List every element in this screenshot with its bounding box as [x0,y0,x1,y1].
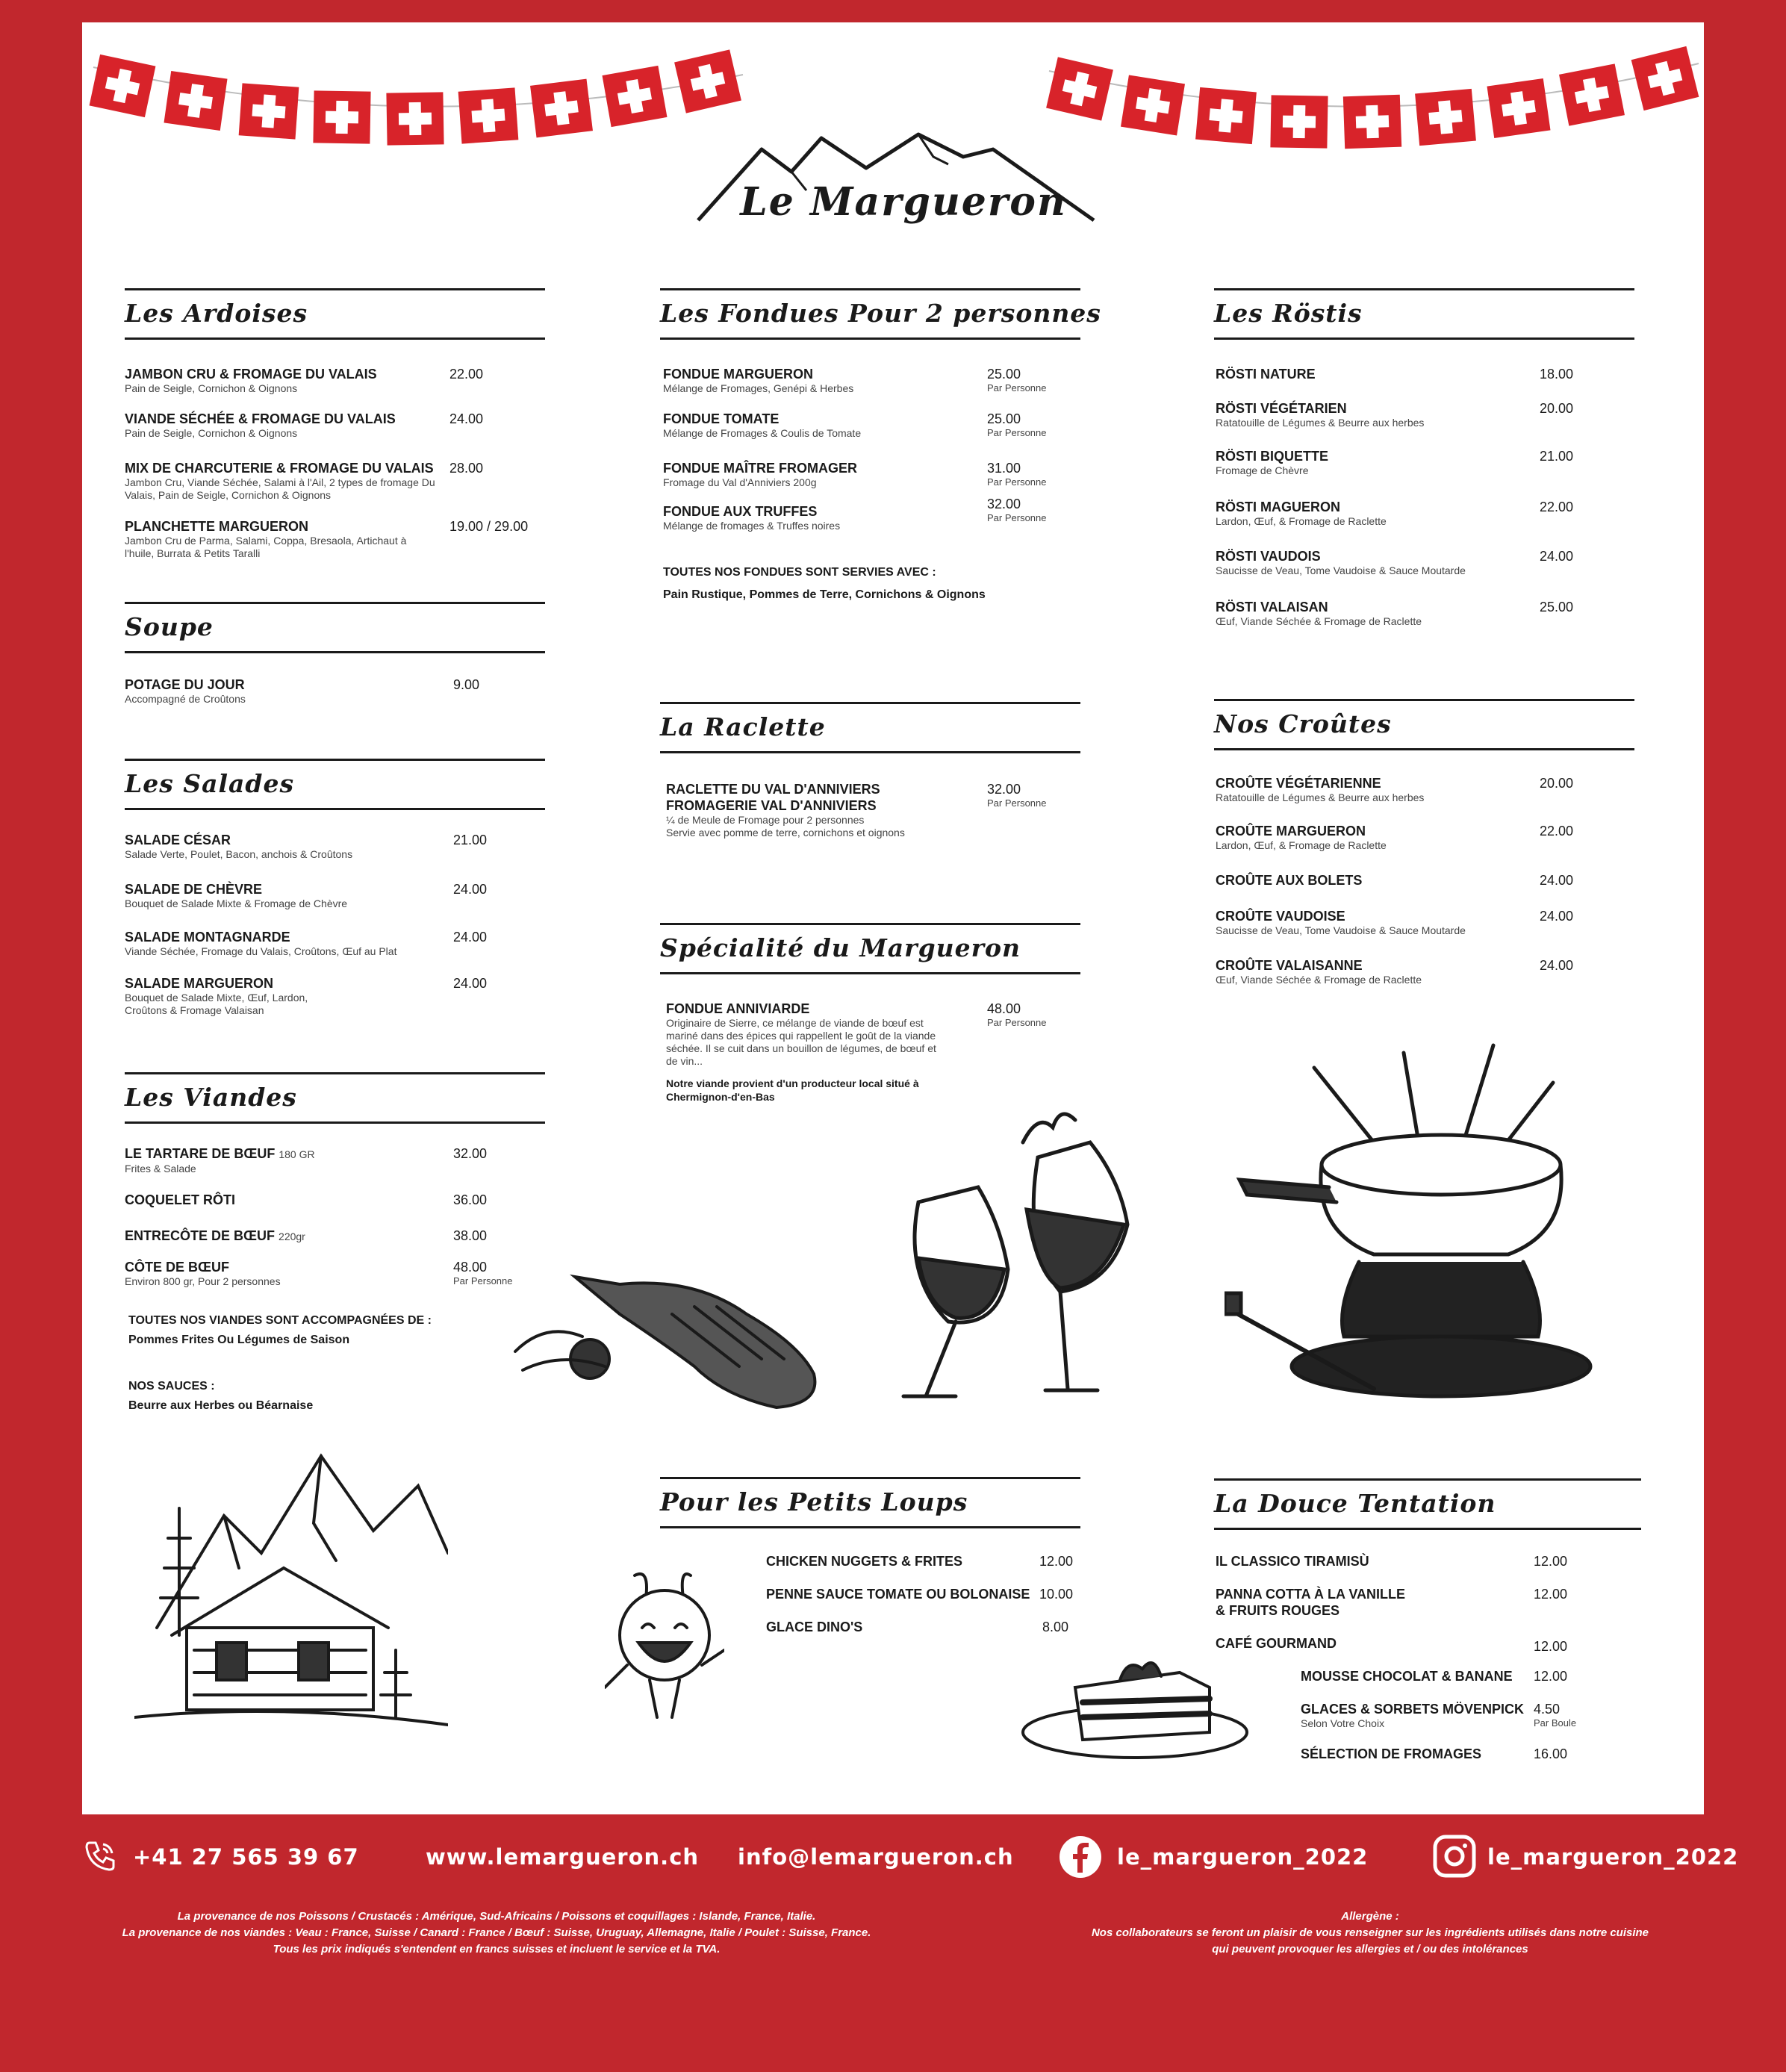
item-unit: Par Personne [987,512,1047,523]
item-price: 48.00 [987,1001,1021,1016]
item-name-2: & FRUITS ROUGES [1216,1603,1340,1618]
viandes-note [128,1313,547,1348]
item-name: GLACE DINO'S [766,1620,863,1634]
item-name: SALADE DE CHÈVRE [125,882,263,897]
section-title: Les Fondues Pour 2 personnes [660,299,1101,328]
sauces-note [128,1378,547,1414]
item-desc-2: Servie avec pomme de terre, cornichons et oignons [666,827,905,839]
item-desc: Bouquet de Salade Mixte & Fromage de Chèvre [125,897,348,909]
item-price: 24.00 [1540,549,1574,564]
menu-item [1216,448,1634,477]
fondues-note [663,564,1081,603]
item-price: 12.00 [1039,1554,1074,1569]
menu-item [125,881,545,910]
item-desc: Œuf, Viande Séchée & Fromage de Raclette [1216,974,1422,986]
item-name: FONDUE AUX TRUFFES [663,504,818,519]
item-name: COQUELET RÔTI [125,1192,235,1207]
provenance-line: La provenance de nos Poissons / Crustacés : Amérique, Sud-Africains / Poissons et coquillages : Islande, France, Italie. [177,1910,816,1923]
item-price: 8.00 [1042,1620,1069,1634]
website-link[interactable]: www.lemargueron.ch [426,1844,700,1870]
item-price: 25.00 [1540,600,1574,615]
item-name: SÉLECTION DE FROMAGES [1301,1746,1482,1761]
item-name: CAFÉ GOURMAND [1216,1636,1337,1651]
menu-item [663,497,1081,532]
section-title: Pour les Petits Loups [660,1487,968,1516]
swiss-flag-icon [313,90,370,143]
menu-item [663,366,1081,395]
item-price: 38.00 [453,1228,488,1243]
item-price: 25.00 [987,367,1021,382]
swiss-flag-icon [1415,89,1476,146]
item-price: 22.00 [1540,500,1574,514]
menu-item [125,518,545,560]
item-price: 28.00 [449,461,484,476]
item-desc: Jambon Cru de Parma, Salami, Coppa, Bresaola, Artichaut à l'huile, Burrata & Petits Taralli [125,535,407,559]
allergen-title: Allergène : [1341,1910,1399,1923]
item-desc: Œuf, Viande Séchée & Fromage de Raclette [1216,615,1422,627]
swiss-flag-icon [164,71,227,131]
chalet-illustration [134,1441,448,1732]
menu-item [1216,548,1634,577]
note-title: TOUTES NOS VIANDES SONT ACCOMPAGNÉES DE : [128,1314,432,1327]
item-price: 12.00 [1534,1639,1568,1654]
item-name: VIANDE SÉCHÉE & FROMAGE DU VALAIS [125,411,396,426]
item-desc: Lardon, Œuf, & Fromage de Raclette [1216,839,1387,851]
menu-item [663,411,1081,440]
item-name: PLANCHETTE MARGUERON [125,519,308,534]
item-name: CÔTE DE BŒUF [125,1260,230,1275]
provenance-notice [82,1908,911,1958]
logo-text: Le Margueron [740,179,1067,225]
swiss-flag-icon [386,92,444,145]
item-extra: 220gr [279,1231,305,1242]
menu-item [125,929,545,958]
item-unit: Par Personne [453,1275,513,1287]
item-name: PANNA COTTA À LA VANILLE [1216,1587,1405,1602]
item-name: POTAGE DU JOUR [125,677,245,692]
section-title: Les Viandes [125,1083,297,1112]
menu-item [1216,499,1634,528]
item-price: 22.00 [1540,824,1574,839]
swiss-flag-icon [458,87,519,143]
item-desc: Environ 800 gr, Pour 2 personnes [125,1275,281,1287]
item-desc: Fromage de Chèvre [1216,464,1309,476]
item-desc: Ratatouille de Légumes & Beurre aux herbes [1216,417,1425,429]
item-desc: Selon Votre Choix [1301,1717,1385,1729]
menu-item [766,1586,1080,1602]
swiss-flag-icon [239,83,299,139]
menu-item [1301,1746,1637,1762]
allergen-line: Nos collaborateurs se feront un plaisir de vous renseigner sur les ingrédients utilisés dans notre cuisine [1091,1926,1649,1939]
section-title: Nos Croûtes [1214,709,1392,738]
item-price: 9.00 [453,677,480,692]
item-name: FONDUE MARGUERON [663,367,813,382]
section-title: Les Röstis [1214,299,1363,328]
menu-item [125,1192,545,1208]
item-desc: Mélange de fromages & Truffes noires [663,520,841,532]
item-name: FONDUE MAÎTRE FROMAGER [663,461,857,476]
item-price: 16.00 [1534,1746,1568,1761]
menu-item [1216,1553,1634,1569]
restaurant-logo [694,127,1098,239]
facebook-handle[interactable]: le_margueron_2022 [1117,1844,1369,1870]
item-desc: Pain de Seigle, Cornichon & Oignons [125,382,298,394]
phone-number[interactable]: +41 27 565 39 67 [133,1844,359,1870]
menu-item [1216,400,1634,429]
swiss-flag-icon [530,79,593,138]
item-unit: Par Personne [987,797,1047,809]
swiss-flag-icon [1270,95,1328,148]
item-name-text: ENTRECÔTE DE BŒUF [125,1228,276,1243]
menu-item [666,1001,1084,1068]
specialite-note: Notre viande provient d'un producteur local situé à Chermignon-d'en-Bas [666,1077,919,1103]
note-text: Pain Rustique, Pommes de Terre, Cornichons & Oignons [663,588,986,601]
item-desc: Mélange de Fromages, Genépi & Herbes [663,382,854,394]
item-price: 10.00 [1039,1587,1074,1602]
item-unit: Par Boule [1534,1717,1577,1729]
menu-item [125,1228,545,1245]
allergen-notice [1038,1908,1702,1958]
item-desc: Frites & Salade [125,1163,196,1175]
border-top [0,0,1786,22]
item-extra: 180 GR [279,1148,315,1160]
section-title: La Raclette [660,712,826,741]
menu-item [125,1259,545,1288]
menu-item [125,366,545,395]
menu-item [125,676,545,706]
menu-item [125,975,545,1017]
item-name: RÖSTI VAUDOIS [1216,549,1321,564]
item-desc: Fromage du Val d'Anniviers 200g [663,476,817,488]
item-price: 18.00 [1540,367,1574,382]
menu-item [125,1145,545,1175]
item-desc: Pain de Seigle, Cornichon & Oignons [125,427,298,439]
item-desc: ¼ de Meule de Fromage pour 2 personnes [666,814,865,826]
note-title: TOUTES NOS FONDUES SONT SERVIES AVEC : [663,566,936,579]
menu-item [1301,1668,1637,1684]
item-name: RÖSTI VALAISAN [1216,600,1328,615]
menu-item [1216,599,1634,628]
item-name: SALADE CÉSAR [125,833,231,847]
item-price: 21.00 [1540,449,1574,464]
item-price: 48.00 [453,1260,488,1275]
item-price: 4.50 [1534,1702,1561,1717]
wine-glasses-illustration [874,1098,1142,1411]
swiss-flag-icon [1487,78,1550,138]
menu-item [1301,1701,1637,1730]
swiss-flag-icon [602,66,667,127]
item-desc: Ratatouille de Légumes & Beurre aux herbes [1216,791,1425,803]
menu-item [1216,1586,1634,1619]
section-title: Les Ardoises [125,299,308,328]
item-price: 12.00 [1534,1587,1568,1602]
item-price: 25.00 [987,411,1021,426]
item-price: 24.00 [449,411,484,426]
item-name: SALADE MONTAGNARDE [125,930,290,945]
item-price: 24.00 [1540,958,1574,973]
item-desc: Saucisse de Veau, Tome Vaudoise & Sauce Moutarde [1216,924,1466,936]
item-unit: Par Personne [987,382,1047,393]
item-name: CROÛTE VAUDOISE [1216,909,1345,924]
item-unit: Par Personne [987,476,1047,488]
swiss-flag-icon [1121,75,1185,135]
menu-item [663,460,1081,489]
item-name: IL CLASSICO TIRAMISÙ [1216,1554,1369,1569]
item-price: 24.00 [453,882,488,897]
item-name: RÖSTI BIQUETTE [1216,449,1329,464]
menu-item [1216,872,1634,889]
menu-item [125,832,545,861]
item-price: 24.00 [1540,873,1574,888]
item-desc: Jambon Cru, Viande Séchée, Salami à l'Ail, 2 types de fromage Du Valais, Pain de Seigle, Cornichon & Oignons [125,476,435,501]
item-name-text: LE TARTARE DE BŒUF [125,1146,276,1161]
email-link[interactable]: info@lemargueron.ch [738,1844,1014,1870]
border-right [1704,0,1786,2072]
item-name: PENNE SAUCE TOMATE OU BOLONAISE [766,1587,1030,1602]
fondue-pot-illustration [1225,1038,1598,1426]
kid-mascot-illustration [605,1568,724,1732]
item-price: 32.00 [453,1146,488,1161]
item-desc: Mélange de Fromages & Coulis de Tomate [663,427,862,439]
item-desc: Lardon, Œuf, & Fromage de Raclette [1216,515,1387,527]
item-unit: Par Personne [987,1017,1047,1028]
item-name: RÖSTI MAGUERON [1216,500,1341,514]
item-desc: Viande Séchée, Fromage du Valais, Croûtons, Œuf au Plat [125,945,397,957]
provenance-line: Tous les prix indiqués s'entendent en francs suisses et incluent le service et la TVA. [273,1943,721,1956]
item-name: FONDUE TOMATE [663,411,780,426]
section-title: Spécialité du Margueron [660,933,1021,962]
tiramisu-illustration [1015,1643,1254,1762]
allergen-line: qui peuvent provoquer les allergies et / ou des intolérances [1212,1943,1528,1956]
item-name: CROÛTE VALAISANNE [1216,958,1363,973]
menu-item [1216,823,1634,852]
steak-illustration [500,1262,844,1411]
item-price: 31.00 [987,461,1021,476]
item-name: JAMBON CRU & FROMAGE DU VALAIS [125,367,377,382]
menu-item [666,781,1084,839]
item-desc: Salade Verte, Poulet, Bacon, anchois & Croûtons [125,848,353,860]
item-name: CROÛTE MARGUERON [1216,824,1366,839]
provenance-line: La provenance de nos viandes : Veau : France, Suisse / Canard : France / Bœuf : Suisse, Uruguay, Allemagne, Italie / Poulet : Suisse, France. [122,1926,871,1939]
item-price: 24.00 [1540,909,1574,924]
item-name: MIX DE CHARCUTERIE & FROMAGE DU VALAIS [125,461,434,476]
note-text: Pommes Frites Ou Légumes de Saison [128,1334,350,1346]
item-name: SALADE MARGUERON [125,976,274,991]
item-name: RACLETTE DU VAL D'ANNIVIERS [666,782,880,797]
menu-item [125,411,545,440]
item-name: FONDUE ANNIVIARDE [666,1001,810,1016]
item-price: 12.00 [1534,1554,1568,1569]
item-price: 21.00 [453,833,488,847]
section-title: La Douce Tentation [1214,1489,1496,1518]
swiss-flag-icon [1343,95,1401,149]
item-price: 32.00 [987,497,1021,511]
item-price: 19.00 / 29.00 [449,519,529,534]
item-price: 24.00 [453,930,488,945]
menu-item [1216,957,1634,986]
menu-item [1216,908,1634,937]
note-text: Beurre aux Herbes ou Béarnaise [128,1399,314,1412]
item-name: RÖSTI VÉGÉTARIEN [1216,401,1347,416]
item-price: 20.00 [1540,401,1574,416]
item-name: CROÛTE VÉGÉTARIENNE [1216,776,1381,791]
item-price: 24.00 [453,976,488,991]
item-price: 36.00 [453,1192,488,1207]
facebook-icon[interactable] [1059,1835,1102,1879]
menu-item [1216,1635,1634,1652]
item-name: GLACES & SORBETS MÖVENPICK [1301,1702,1525,1717]
menu-item [766,1553,1080,1569]
item-name: MOUSSE CHOCOLAT & BANANE [1301,1669,1513,1684]
item-name: CHICKEN NUGGETS & FRITES [766,1554,963,1569]
phone-icon[interactable] [82,1838,116,1873]
swiss-flag-icon [1559,63,1625,125]
item-desc: Saucisse de Veau, Tome Vaudoise & Sauce Moutarde [1216,564,1466,576]
item-price: 12.00 [1534,1669,1568,1684]
item-unit: Par Personne [987,427,1047,438]
item-name-2: FROMAGERIE VAL D'ANNIVIERS [666,798,877,813]
item-price: 22.00 [449,367,484,382]
item-price: 20.00 [1540,776,1574,791]
item-name: RÖSTI NATURE [1216,367,1316,382]
item-price: 32.00 [987,782,1021,797]
menu-item [766,1619,1080,1635]
instagram-handle[interactable]: le_margueron_2022 [1487,1844,1739,1870]
section-title: Les Salades [125,769,295,798]
menu-item [125,460,545,502]
border-left [0,0,82,2072]
item-desc: Originaire de Sierre, ce mélange de viande de bœuf est mariné dans des épices qui rappellent le goût de la viande séchée. Il se cuit dans un bouillon de légumes, de bœuf et de vin... [666,1017,936,1067]
instagram-icon[interactable] [1432,1834,1477,1879]
note-title: NOS SAUCES : [128,1380,215,1393]
swiss-flag-icon [1195,87,1257,144]
item-name: CROÛTE AUX BOLETS [1216,873,1363,888]
section-title: Soupe [125,612,214,641]
item-desc: Accompagné de Croûtons [125,693,246,705]
item-desc: Bouquet de Salade Mixte, Œuf, Lardon, Croûtons & Fromage Valaisan [125,992,308,1016]
menu-item [1216,366,1634,382]
menu-item [1216,775,1634,804]
